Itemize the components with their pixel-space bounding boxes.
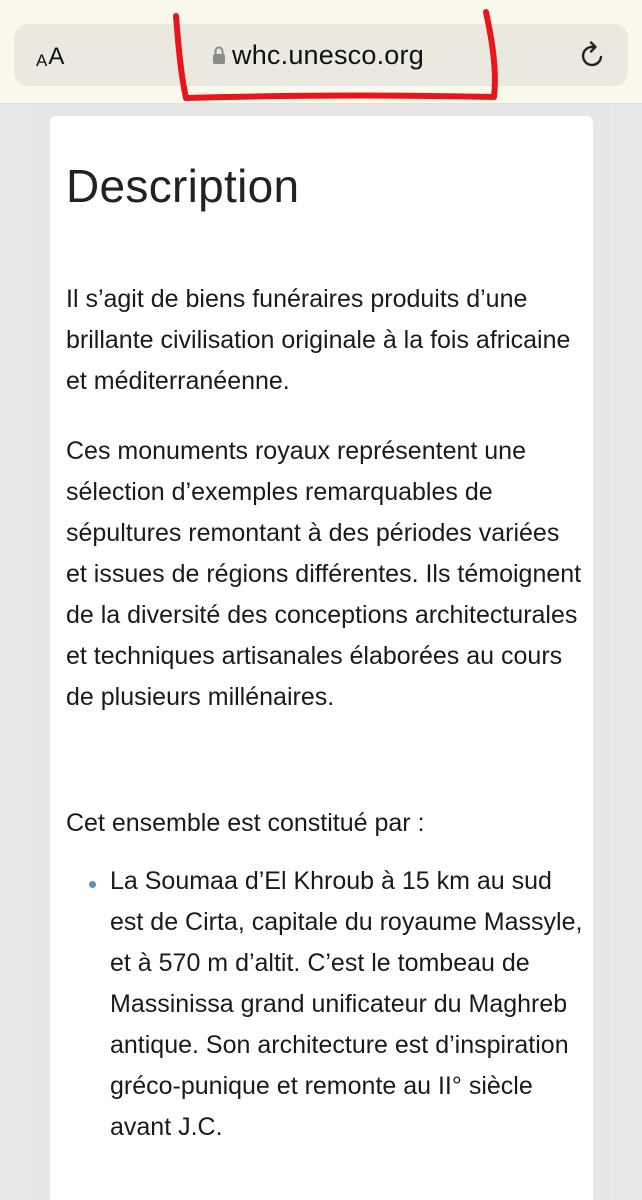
page-title: Description — [66, 160, 300, 212]
list-item-text: La Soumaa d’El Khroub à 15 km au sud est de Cirta, capitale du royaume Massyle, et à 570 m d’altit. C’est le tombeau de Massinissa grand unificateur du Maghreb antique. Son architecture est d’inspiration gréco-punique et remonte au II° siècle avant J.C. — [110, 867, 583, 1141]
browser-toolbar — [0, 0, 642, 104]
reload-button[interactable] — [578, 39, 608, 71]
url-display[interactable] — [212, 36, 424, 74]
reload-icon — [579, 40, 607, 70]
text-size-large-label: A — [48, 43, 65, 70]
paragraph-ensemble: Cet ensemble est constitué par : — [66, 809, 425, 837]
text-size-button[interactable] — [36, 38, 64, 72]
lock-icon — [212, 45, 226, 65]
address-bar[interactable] — [14, 24, 628, 86]
bullet-icon — [89, 881, 96, 888]
url-text: whc.unesco.org — [232, 39, 424, 70]
site-list — [84, 861, 584, 1148]
text-size-small-label: A — [36, 51, 48, 70]
paragraph-monuments: Ces monuments royaux représentent une sélection d’exemples remarquables de sépultures remontant à des périodes variées et issues de régions différentes. Ils témoignent de la diversité des conceptions architecturales et techniques artisanales élaborées au cours de plusieurs millénaires. — [66, 437, 582, 711]
paragraph-intro: Il s’agit de biens funéraires produits d’une brillante civilisation originale à la fois africaine et méditerranéenne. — [66, 285, 571, 395]
list-item — [84, 861, 584, 1148]
